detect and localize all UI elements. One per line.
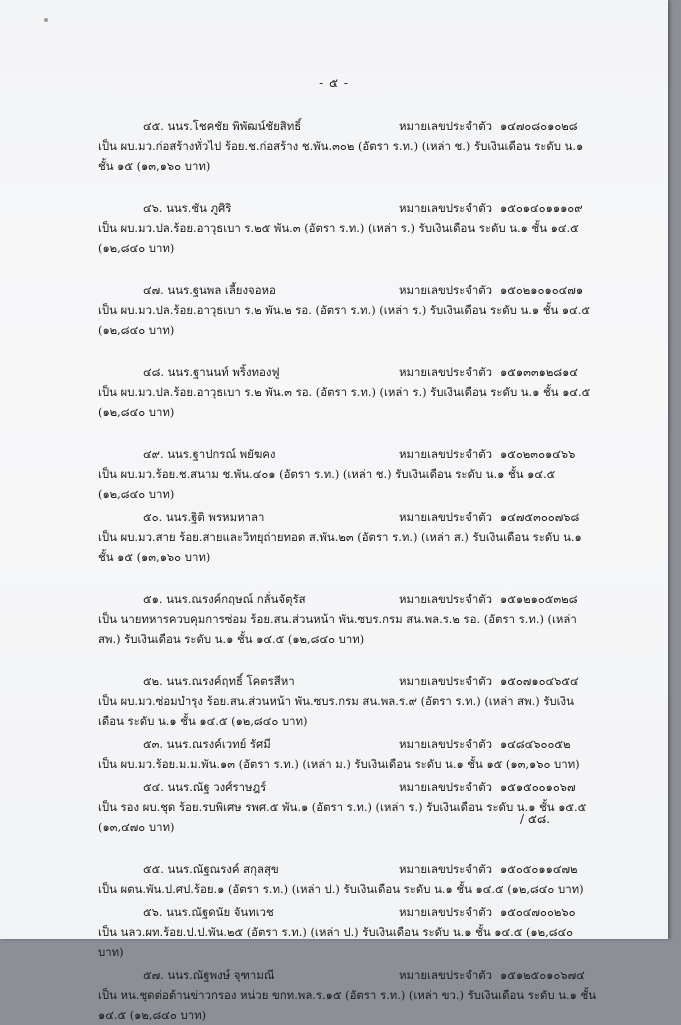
entry-gap [0,649,668,671]
entry-list [0,116,668,1025]
id-number: ๑๕๑๒๑๐๕๓๒๘ [500,592,578,606]
entry-name: ๔๖. นนร.ชัน ภูศิริ [143,201,232,215]
entry-header [0,362,668,382]
personnel-entry [0,507,668,567]
entry-name: ๔๕. นนร.โชคชัย พิพัฒน์ชัยสิทธิ์ [143,119,302,133]
personnel-entry [0,734,668,774]
entry-name: ๕๖. นนร.ณัฐดนัย จันทเวช [143,905,274,919]
id-number: ๑๕๑๒๕๐๑๐๖๗๔ [500,968,585,982]
entry-name: ๔๗. นนร.ฐนพล เลี้ยงจอหอ [143,283,276,297]
entry-header [0,198,668,218]
entry-name: ๕๑. นนร.ณรงค์กฤษณ์ กลั่นจัตุรัส [143,592,306,606]
id-number: ๑๔๗๕๓๐๐๗๖๘ [500,510,580,524]
personnel-entry [0,116,668,176]
entry-description: เป็น ผบ.มว.ปล.ร้อย.อาวุธเบา ร.๒ พัน.๓ รอ. (อัตรา ร.ท.) (เหล่า ร.) รับเงินเดือน ระดับ น.๑ ชั้น ๑๔.๕ (๑๒,๘๔๐ บาท) [98,385,591,419]
id-label: หมายเลขประจำตัว [399,968,493,982]
entry-name: ๕๔. นนร.ณัฐ วงศ์ราษฎร์ [143,780,267,794]
id-number: ๑๕๑๓๓๑๒๘๑๔ [500,365,579,379]
entry-description: เป็น ผตน.พัน.ป.ศป.ร้อย.๑ (อัตรา ร.ท.) (เหล่า ป.) รับเงินเดือน ระดับ น.๑ ชั้น ๑๔.๕ (๑๒,๘๔๐ บาท) [98,882,584,896]
personnel-entry [0,444,668,504]
id-label: หมายเลขประจำตัว [399,737,493,751]
id-label: หมายเลขประจำตัว [399,905,493,919]
entry-description: เป็น ผบ.มว.ซ่อมบำรุง ร้อย.สน.ส่วนหน้า พัน.ซบร.กรม สน.พล.ร.๙ (อัตรา ร.ท.) (เหล่า สพ.) รับเงินเดือน ระดับ น.๑ ชั้น ๑๔.๕ (๑๒,๘๔๐ บาท) [98,694,574,728]
personnel-entry [0,589,668,649]
entry-header [0,280,668,300]
personnel-entry [0,362,668,422]
entry-name: ๕๗. นนร.ณัฐพงษ์ จุฑามณี [143,968,275,982]
entry-description: เป็น ผบ.มว.สาย ร้อย.สายและวิทยุถ่ายทอด ส.พัน.๒๓ (อัตรา ร.ท.) (เหล่า ส.) รับเงินเดือน ระดับ น.๑ ชั้น ๑๕ (๑๓,๑๖๐ บาท) [98,530,582,564]
entry-header [0,859,668,879]
id-number: ๑๕๐๒๑๐๑๐๔๗๑ [500,283,584,297]
entry-header [0,902,668,922]
entry-gap [0,567,668,589]
entry-name: ๕๐. นนร.ฐิติ พรหมหาลา [143,510,265,524]
entry-description: เป็น หน.ชุดต่อต้านข่าวกรอง หน่วย ขกท.พล.ร.๑๕ (อัตรา ร.ท.) (เหล่า ขว.) รับเงินเดือน ระดับ น.๑ ชั้น ๑๔.๕ (๑๒,๘๔๐ บาท) [98,988,596,1022]
id-number: ๑๔๗๐๘๐๑๐๒๘ [500,119,578,133]
continuation-marker: / ๕๘. [520,812,551,826]
id-label: หมายเลขประจำตัว [399,674,493,688]
entry-header [0,965,668,985]
entry-description: เป็น ผบ.มว.ร้อย.ช.สนาม ช.พัน.๔๐๑ (อัตรา ร.ท.) (เหล่า ช.) รับเงินเดือน ระดับ น.๑ ชั้น ๑๔.๕ (๑๒,๘๔๐ บาท) [98,467,556,501]
entry-header [0,734,668,754]
entry-header [0,444,668,464]
id-number: ๑๕๐๒๓๐๑๔๖๖ [500,447,576,461]
id-label: หมายเลขประจำตัว [399,365,493,379]
id-label: หมายเลขประจำตัว [399,119,493,133]
entry-name: ๕๒. นนร.ณรงค์ฤทธิ์ โคตรสีหา [143,674,295,688]
personnel-entry [0,902,668,962]
personnel-entry [0,859,668,899]
id-number: ๑๕๐๗๑๐๔๖๕๔ [500,674,579,688]
entry-description: เป็น รอง ผบ.ชุด ร้อย.รบพิเศษ รพศ.๕ พัน.๑ (อัตรา ร.ท.) (เหล่า ร.) รับเงินเดือน ระดับ น.๑ ชั้น ๑๕.๕ (๑๓,๔๗๐ บาท) [98,800,587,834]
personnel-entry [0,671,668,731]
id-label: หมายเลขประจำตัว [399,447,493,461]
staple-mark [44,18,48,22]
id-label: หมายเลขประจำตัว [399,510,493,524]
id-number: ๑๕๐๕๐๑๑๔๗๒ [500,862,578,876]
id-number: ๑๔๘๔๖๐๐๕๒ [500,737,571,751]
entry-description: เป็น ผบ.มว.ก่อสร้างทั่วไป ร้อย.ช.ก่อสร้าง ช.พัน.๓๐๒ (อัตรา ร.ท.) (เหล่า ช.) รับเงินเดือน ระดับ น.๑ ชั้น ๑๕ (๑๓,๑๖๐ บาท) [98,139,584,173]
personnel-entry [0,198,668,258]
id-label: หมายเลขประจำตัว [399,592,493,606]
personnel-entry [0,777,668,837]
entry-gap [0,340,668,362]
entry-name: ๕๓. นนร.ณรงค์เวทย์ รัศมี [143,737,271,751]
entry-name: ๔๙. นนร.ฐาปกรณ์ พยัฆคง [143,447,276,461]
entry-gap [0,837,668,859]
entry-header [0,507,668,527]
entry-header [0,589,668,609]
id-label: หมายเลขประจำตัว [399,201,493,215]
entry-name: ๕๕. นนร.ณัฐณรงค์ สกุลสุข [143,862,279,876]
entry-gap [0,176,668,198]
personnel-entry [0,280,668,340]
entry-header [0,777,668,797]
id-number: ๑๕๑๕๐๐๑๐๖๗ [500,780,576,794]
entry-header [0,671,668,691]
entry-gap [0,422,668,444]
id-number: ๑๕๐๑๔๐๑๑๑๐๙ [500,201,583,215]
entry-description: เป็น ผบ.มว.ปล.ร้อย.อาวุธเบา ร.๒ พัน.๒ รอ. (อัตรา ร.ท.) (เหล่า ร.) รับเงินเดือน ระดับ น.๑ ชั้น ๑๔.๕ (๑๒,๘๔๐ บาท) [98,303,591,337]
id-number: ๑๕๐๔๗๐๐๒๖๐ [500,905,576,919]
id-label: หมายเลขประจำตัว [399,283,493,297]
entry-gap [0,258,668,280]
entry-description: เป็น ผบ.มว.ร้อย.ม.ม.พัน.๑๓ (อัตรา ร.ท.) (เหล่า ม.) รับเงินเดือน ระดับ น.๑ ชั้น ๑๕ (๑๓,๑๖๐ บาท) [98,757,580,771]
id-label: หมายเลขประจำตัว [399,780,493,794]
id-label: หมายเลขประจำตัว [399,862,493,876]
entry-description: เป็น นายทหารควบคุมการซ่อม ร้อย.สน.ส่วนหน้า พัน.ซบร.กรม สน.พล.ร.๒ รอ. (อัตรา ร.ท.) (เหล่า สพ.) รับเงินเดือน ระดับ น.๑ ชั้น ๑๔.๕ (๑๒,๘๔๐ บาท) [98,612,577,646]
entry-name: ๔๘. นนร.ฐานนท์ พริ้งทองฟู [143,365,280,379]
entry-description: เป็น ผบ.มว.ปล.ร้อย.อาวุธเบา ร.๒๕ พัน.๓ (อัตรา ร.ท.) (เหล่า ร.) รับเงินเดือน ระดับ น.๑ ชั้น ๑๔.๕ (๑๒,๘๔๐ บาท) [98,221,579,255]
entry-header [0,116,668,136]
personnel-entry [0,965,668,1025]
page-number: - ๕ - [319,76,349,90]
entry-description: เป็น นลว.ผท.ร้อย.ป.ป.พัน.๒๕ (อัตรา ร.ท.) (เหล่า ป.) รับเงินเดือน ระดับ น.๑ ชั้น ๑๔.๕ (๑๒,๘๔๐ บาท) [98,925,574,959]
